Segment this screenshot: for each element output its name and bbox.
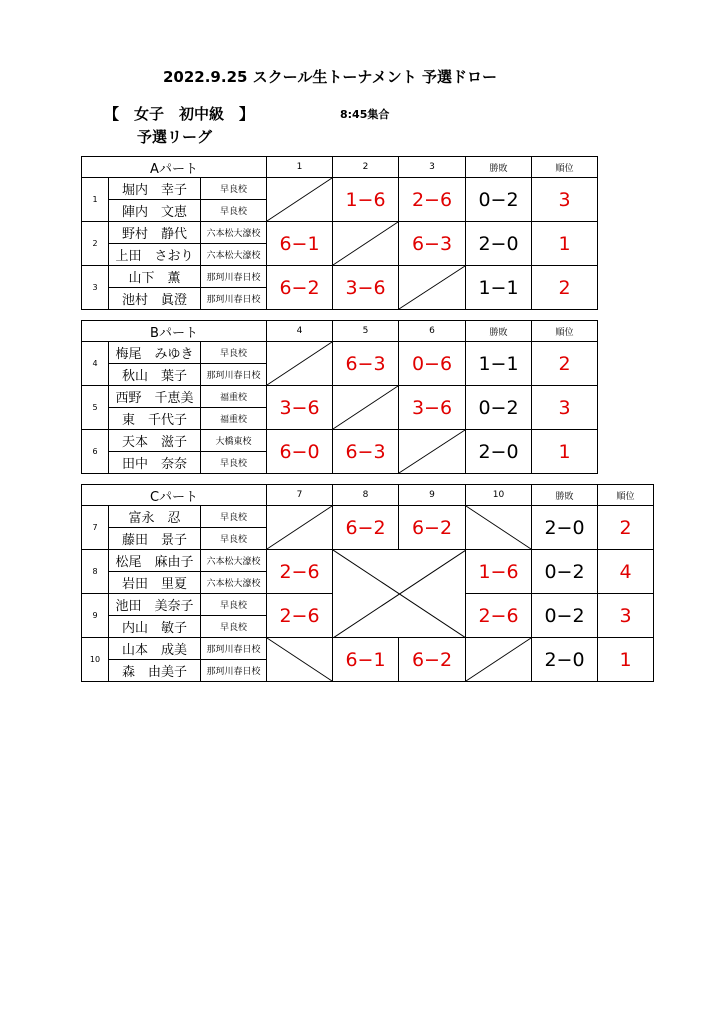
match-score: 6−1 — [333, 638, 399, 682]
win-loss: 0−2 — [532, 550, 598, 594]
school-name: 那珂川春日校 — [201, 638, 267, 660]
match-score: 6−1 — [267, 222, 333, 266]
col-header: 2 — [333, 157, 399, 178]
self-cell — [399, 430, 466, 474]
win-loss: 1−1 — [466, 342, 532, 386]
match-score: 6−3 — [333, 342, 399, 386]
col-header: 8 — [333, 485, 399, 506]
player-name: 池村 眞澄 — [109, 288, 201, 310]
entry-number: 4 — [82, 342, 109, 386]
player-name: 山下 薫 — [109, 266, 201, 288]
school-name: 那珂川春日校 — [201, 288, 267, 310]
table-row — [82, 342, 598, 364]
self-cell — [399, 266, 466, 310]
player-name: 山本 成美 — [109, 638, 201, 660]
win-loss: 2−0 — [466, 430, 532, 474]
rank: 1 — [532, 222, 598, 266]
win-loss: 2−0 — [532, 638, 598, 682]
rank: 1 — [598, 638, 654, 682]
player-name: 内山 敏子 — [109, 616, 201, 638]
match-score: 3−6 — [267, 386, 333, 430]
school-name: 早良校 — [201, 178, 267, 200]
entry-number: 7 — [82, 506, 109, 550]
school-name: 早良校 — [201, 528, 267, 550]
player-name: 上田 さおり — [109, 244, 201, 266]
match-score: 6−3 — [333, 430, 399, 474]
school-name: 大橋東校 — [201, 430, 267, 452]
table-row — [82, 550, 654, 572]
win-loss-header: 勝敗 — [466, 157, 532, 178]
table-row — [82, 178, 598, 200]
entry-number: 10 — [82, 638, 109, 682]
col-header: 4 — [267, 321, 333, 342]
player-name: 秋山 葉子 — [109, 364, 201, 386]
school-name: 福重校 — [201, 408, 267, 430]
school-name: 六本松大濠校 — [201, 572, 267, 594]
col-header: 3 — [399, 157, 466, 178]
school-name: 六本松大濠校 — [201, 244, 267, 266]
entry-number: 9 — [82, 594, 109, 638]
self-cell — [333, 386, 399, 430]
win-loss: 0−2 — [466, 178, 532, 222]
col-header: 1 — [267, 157, 333, 178]
school-name: 早良校 — [201, 452, 267, 474]
player-name: 藤田 景子 — [109, 528, 201, 550]
self-cell — [466, 638, 532, 682]
player-name: 天本 滋子 — [109, 430, 201, 452]
match-score: 0−6 — [399, 342, 466, 386]
match-score: 6−3 — [399, 222, 466, 266]
win-loss: 0−2 — [532, 594, 598, 638]
player-name: 田中 奈奈 — [109, 452, 201, 474]
table-row — [82, 430, 598, 452]
rank-header: 順位 — [532, 321, 598, 342]
school-name: 六本松大濠校 — [201, 550, 267, 572]
player-name: 森 由美子 — [109, 660, 201, 682]
school-name: 早良校 — [201, 200, 267, 222]
win-loss: 2−0 — [466, 222, 532, 266]
col-header: 5 — [333, 321, 399, 342]
entry-number: 6 — [82, 430, 109, 474]
document-title: 2022.9.25 スクール生トーナメント 予選ドロー — [162, 68, 497, 86]
school-name: 那珂川春日校 — [201, 266, 267, 288]
rank: 2 — [532, 342, 598, 386]
table-row — [82, 266, 598, 288]
win-loss-header: 勝敗 — [466, 321, 532, 342]
self-cell — [267, 178, 333, 222]
rank-header: 順位 — [598, 485, 654, 506]
win-loss: 0−2 — [466, 386, 532, 430]
part-label: Aパート — [82, 157, 267, 178]
school-name: 早良校 — [201, 616, 267, 638]
match-score: 1−6 — [466, 550, 532, 594]
empty-cell — [267, 638, 333, 682]
entry-number: 3 — [82, 266, 109, 310]
match-score: 2−6 — [466, 594, 532, 638]
match-score: 6−2 — [333, 506, 399, 550]
draw-table-b — [81, 320, 598, 474]
table-row — [82, 222, 598, 244]
match-score: 2−6 — [399, 178, 466, 222]
player-name: 西野 千恵美 — [109, 386, 201, 408]
self-cell — [333, 222, 399, 266]
player-name: 梅尾 みゆき — [109, 342, 201, 364]
table-row — [82, 506, 654, 528]
school-name: 六本松大濠校 — [201, 222, 267, 244]
rank-header: 順位 — [532, 157, 598, 178]
school-name: 那珂川春日校 — [201, 660, 267, 682]
entry-number: 2 — [82, 222, 109, 266]
col-header: 7 — [267, 485, 333, 506]
empty-cell — [466, 506, 532, 550]
col-header: 6 — [399, 321, 466, 342]
gather-time: 8:45集合 — [340, 108, 390, 121]
win-loss: 1−1 — [466, 266, 532, 310]
match-score: 2−6 — [267, 550, 333, 594]
rank: 2 — [598, 506, 654, 550]
player-name: 池田 美奈子 — [109, 594, 201, 616]
cross-cell — [333, 550, 466, 638]
match-score: 3−6 — [399, 386, 466, 430]
player-name: 野村 静代 — [109, 222, 201, 244]
part-label: Cパート — [82, 485, 267, 506]
match-score: 6−0 — [267, 430, 333, 474]
stage-label: 予選リーグ — [137, 128, 213, 146]
match-score: 2−6 — [267, 594, 333, 638]
player-name: 岩田 里夏 — [109, 572, 201, 594]
self-cell — [267, 342, 333, 386]
player-name: 堀内 幸子 — [109, 178, 201, 200]
rank: 3 — [532, 386, 598, 430]
entry-number: 1 — [82, 178, 109, 222]
draw-table-a — [81, 156, 598, 310]
table-row — [82, 638, 654, 660]
entry-number: 5 — [82, 386, 109, 430]
category-label: 【 女子 初中級 】 — [104, 105, 255, 123]
draw-table-c — [81, 484, 654, 682]
col-header: 10 — [466, 485, 532, 506]
school-name: 早良校 — [201, 506, 267, 528]
player-name: 陣内 文恵 — [109, 200, 201, 222]
rank: 3 — [532, 178, 598, 222]
win-loss: 2−0 — [532, 506, 598, 550]
school-name: 早良校 — [201, 342, 267, 364]
entry-number: 8 — [82, 550, 109, 594]
match-score: 6−2 — [399, 506, 466, 550]
rank: 4 — [598, 550, 654, 594]
rank: 1 — [532, 430, 598, 474]
match-score: 1−6 — [333, 178, 399, 222]
school-name: 那珂川春日校 — [201, 364, 267, 386]
win-loss-header: 勝敗 — [532, 485, 598, 506]
part-label: Bパート — [82, 321, 267, 342]
player-name: 松尾 麻由子 — [109, 550, 201, 572]
rank: 2 — [532, 266, 598, 310]
match-score: 6−2 — [267, 266, 333, 310]
rank: 3 — [598, 594, 654, 638]
table-row — [82, 386, 598, 408]
match-score: 3−6 — [333, 266, 399, 310]
self-cell — [267, 506, 333, 550]
match-score: 6−2 — [399, 638, 466, 682]
school-name: 福重校 — [201, 386, 267, 408]
player-name: 富永 忍 — [109, 506, 201, 528]
school-name: 早良校 — [201, 594, 267, 616]
player-name: 東 千代子 — [109, 408, 201, 430]
col-header: 9 — [399, 485, 466, 506]
